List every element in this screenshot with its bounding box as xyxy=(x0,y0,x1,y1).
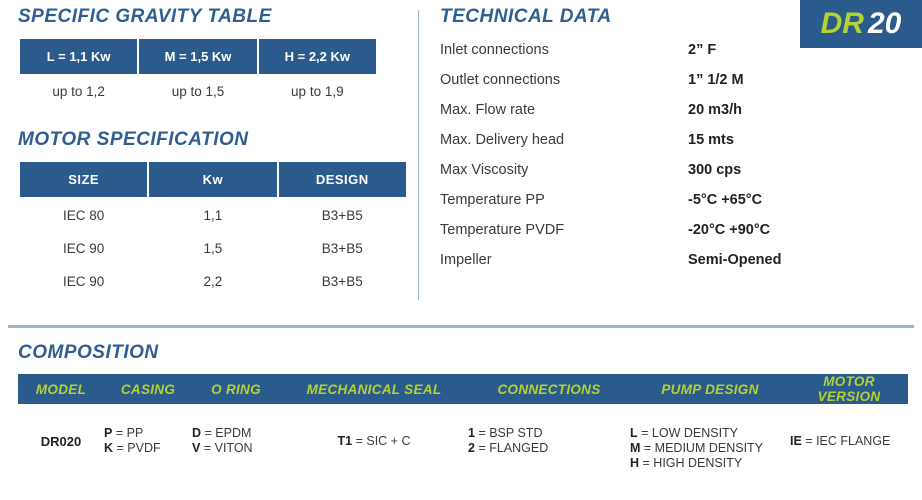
motor-design: B3+B5 xyxy=(278,265,407,298)
motor-kw: 1,5 xyxy=(148,232,277,265)
comp-pump-design-option xyxy=(630,441,790,456)
comp-o-ring-values xyxy=(192,426,280,456)
composition-title: COMPOSITION xyxy=(18,342,159,363)
sg-header-h: H = 2,2 Kw xyxy=(258,38,377,75)
motor-design: B3+B5 xyxy=(278,198,407,232)
motor-design: B3+B5 xyxy=(278,232,407,265)
comp-o-ring-code: D xyxy=(192,426,202,440)
comp-header-motor-version: MOTOR VERSION xyxy=(817,374,881,404)
motor-kw: 2,2 xyxy=(148,265,277,298)
motor-size: IEC 90 xyxy=(19,232,148,265)
tech-label: Temperature PP xyxy=(440,192,545,208)
table-header-row xyxy=(19,38,377,75)
tech-row xyxy=(440,102,860,132)
specific-gravity-table xyxy=(18,37,378,107)
tech-label: Impeller xyxy=(440,252,492,268)
table-row xyxy=(19,75,377,107)
comp-motor-version-option xyxy=(790,434,908,449)
tech-row xyxy=(440,252,860,282)
comp-pump-design-option xyxy=(630,426,790,441)
comp-pump-design-option xyxy=(630,456,790,471)
comp-mechanical-seal-values xyxy=(280,426,468,449)
comp-motor-version-values xyxy=(790,426,908,449)
comp-o-ring-code: V xyxy=(192,441,201,455)
horizontal-divider xyxy=(8,325,914,328)
motor-header-design: DESIGN xyxy=(278,161,407,198)
comp-connections-values xyxy=(468,426,630,456)
comp-header-model: MODEL xyxy=(35,381,87,397)
motor-size: IEC 80 xyxy=(19,198,148,232)
composition-header-row xyxy=(18,374,908,404)
comp-header-connections: CONNECTIONS xyxy=(497,381,601,397)
motor-size: IEC 90 xyxy=(19,265,148,298)
sg-value-l: up to 1,2 xyxy=(19,75,138,107)
tech-label: Max. Delivery head xyxy=(440,132,565,148)
comp-mechanical-seal-code: T1 xyxy=(337,434,353,448)
technical-data-list xyxy=(440,42,860,282)
motor-header-size: SIZE xyxy=(19,161,148,198)
comp-casing-code: P xyxy=(104,426,113,440)
motor-header-kw: Kw xyxy=(148,161,277,198)
comp-connections-code: 1 xyxy=(468,426,475,440)
tech-label: Inlet connections xyxy=(440,42,549,58)
comp-header-casing: CASING xyxy=(120,381,176,397)
tech-row xyxy=(440,72,860,102)
comp-connections-code: 2 xyxy=(468,441,475,455)
comp-casing-option xyxy=(104,426,192,441)
vertical-divider xyxy=(418,10,419,300)
comp-pump-design-name: = MEDIUM DENSITY xyxy=(643,441,764,455)
composition-section xyxy=(18,342,908,471)
left-column xyxy=(18,6,408,298)
tech-label: Max. Flow rate xyxy=(440,102,536,118)
comp-casing-values xyxy=(104,426,192,456)
composition-body-row xyxy=(18,426,908,471)
comp-pump-design-name: = HIGH DENSITY xyxy=(642,456,743,470)
comp-pump-design-values xyxy=(630,426,790,471)
tech-value: -20°C +90°C xyxy=(688,222,771,238)
motor-specification-title: MOTOR SPECIFICATION xyxy=(18,129,249,150)
comp-mechanical-seal-name: = SIC + C xyxy=(355,434,411,448)
tech-row xyxy=(440,132,860,162)
comp-pump-design-name: = LOW DENSITY xyxy=(641,426,739,440)
tech-row xyxy=(440,162,860,192)
logo-model-text: 20 xyxy=(867,7,902,40)
tech-row xyxy=(440,192,860,222)
sg-value-h: up to 1,9 xyxy=(258,75,377,107)
comp-o-ring-name: = VITON xyxy=(203,441,253,455)
sg-value-m: up to 1,5 xyxy=(138,75,257,107)
tech-value: 2” F xyxy=(688,42,717,58)
comp-pump-design-code: H xyxy=(630,456,640,470)
comp-header-mechanical-seal: MECHANICAL SEAL xyxy=(306,381,442,397)
comp-connections-option xyxy=(468,441,630,456)
table-row xyxy=(19,198,407,232)
comp-header-o-ring: O RING xyxy=(211,381,261,397)
technical-data-title: TECHNICAL DATA xyxy=(440,6,612,27)
sg-header-l: L = 1,1 Kw xyxy=(19,38,138,75)
tech-value: -5°C +65°C xyxy=(688,192,763,208)
comp-o-ring-option xyxy=(192,441,280,456)
table-row xyxy=(19,265,407,298)
comp-mechanical-seal-option xyxy=(280,434,468,449)
comp-pump-design-code: L xyxy=(630,426,638,440)
comp-header-pump-design: PUMP DESIGN xyxy=(661,381,759,397)
table-header-row xyxy=(19,161,407,198)
logo-brand-text: DR xyxy=(820,7,864,40)
tech-label: Max Viscosity xyxy=(440,162,529,178)
tech-value: 1” 1/2 M xyxy=(688,72,744,88)
tech-value: 15 mts xyxy=(688,132,734,148)
comp-casing-name: = PVDF xyxy=(116,441,161,455)
comp-connections-name: = FLANGED xyxy=(478,441,549,455)
tech-label: Temperature PVDF xyxy=(440,222,565,238)
tech-value: 300 cps xyxy=(688,162,742,178)
product-logo-badge xyxy=(800,0,922,48)
comp-connections-name: = BSP STD xyxy=(478,426,543,440)
motor-kw: 1,1 xyxy=(148,198,277,232)
comp-casing-option xyxy=(104,441,192,456)
table-row xyxy=(19,232,407,265)
specific-gravity-title: SPECIFIC GRAVITY TABLE xyxy=(18,6,272,27)
comp-casing-code: K xyxy=(104,441,114,455)
comp-casing-name: = PP xyxy=(115,426,144,440)
tech-row xyxy=(440,222,860,252)
tech-label: Outlet connections xyxy=(440,72,561,88)
tech-row xyxy=(440,42,860,72)
comp-connections-option xyxy=(468,426,630,441)
sg-header-m: M = 1,5 Kw xyxy=(138,38,257,75)
comp-model-value: DR020 xyxy=(40,434,82,449)
comp-o-ring-name: = EPDM xyxy=(204,426,252,440)
motor-specification-table xyxy=(18,160,408,298)
tech-value: Semi-Opened xyxy=(688,252,782,268)
comp-motor-version-name: = IEC FLANGE xyxy=(805,434,891,448)
tech-value: 20 m3/h xyxy=(688,102,742,118)
technical-data-column xyxy=(440,6,860,282)
comp-o-ring-option xyxy=(192,426,280,441)
comp-pump-design-code: M xyxy=(630,441,641,455)
comp-motor-version-code: IE xyxy=(790,434,802,448)
